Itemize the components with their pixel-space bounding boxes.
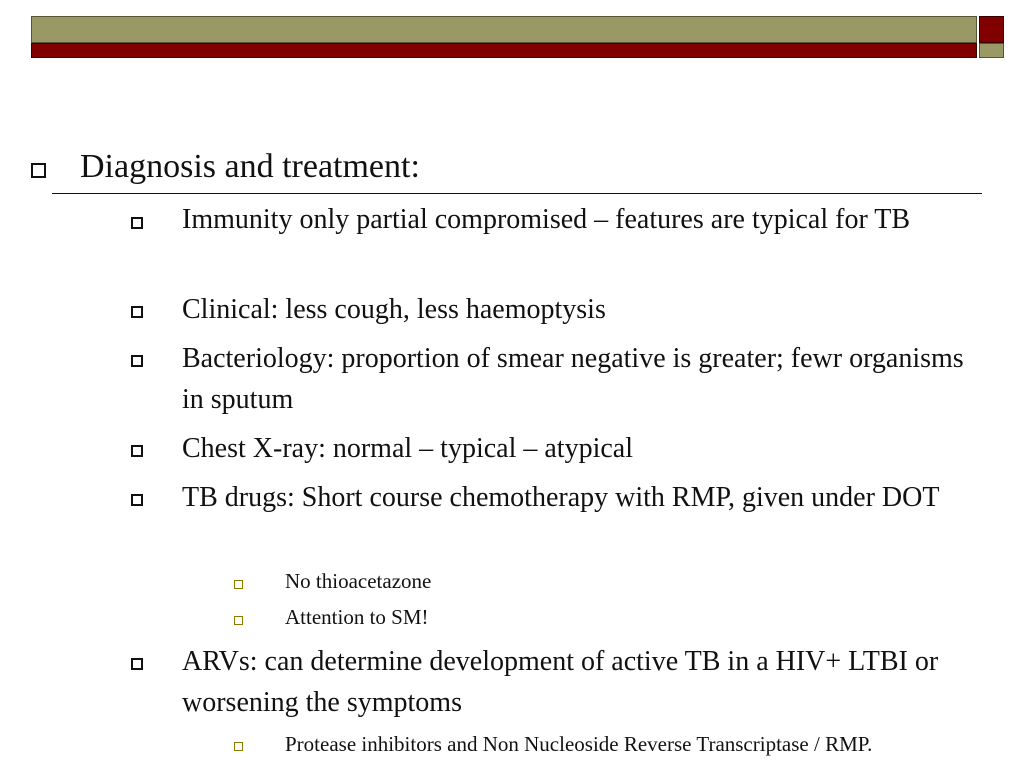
header-bar-olive [31,16,977,43]
square-bullet-icon [234,580,243,589]
list-item-bacteriology: Bacteriology: proportion of smear negative is greater; fewr organisms in sputum [182,343,964,415]
square-bullet-icon [131,306,143,318]
list-item-immunity: Immunity only partial compromised – features are typical for TB [182,204,911,235]
slide-heading: Diagnosis and treatment: [80,148,420,185]
square-bullet-icon [131,494,143,506]
square-bullet-icon [31,163,46,178]
square-bullet-icon [131,355,143,367]
square-bullet-icon [131,658,143,670]
list-item-chest-xray: Chest X-ray: normal – typical – atypical [182,433,633,464]
square-bullet-icon [234,742,243,751]
header-square-maroon [979,16,1004,43]
heading-underline [52,193,982,194]
list-item-arvs: ARVs: can determine development of active TB in a HIV+ LTBI or worsening the symptoms [182,646,939,718]
header-square-olive [979,43,1004,58]
sublist-item-sm: Attention to SM! [285,605,429,629]
list-item-clinical: Clinical: less cough, less haemoptysis [182,294,606,325]
sublist-item-thioacetazone: No thioacetazone [285,569,432,593]
square-bullet-icon [234,616,243,625]
list-item-tb-drugs: TB drugs: Short course chemotherapy with RMP, given under DOT [182,482,940,513]
square-bullet-icon [131,445,143,457]
square-bullet-icon [131,217,143,229]
header-bar-maroon [31,43,977,58]
sublist-item-protease-inhibitors: Protease inhibitors and Non Nucleoside Reverse Transcriptase / RMP. [285,732,873,756]
